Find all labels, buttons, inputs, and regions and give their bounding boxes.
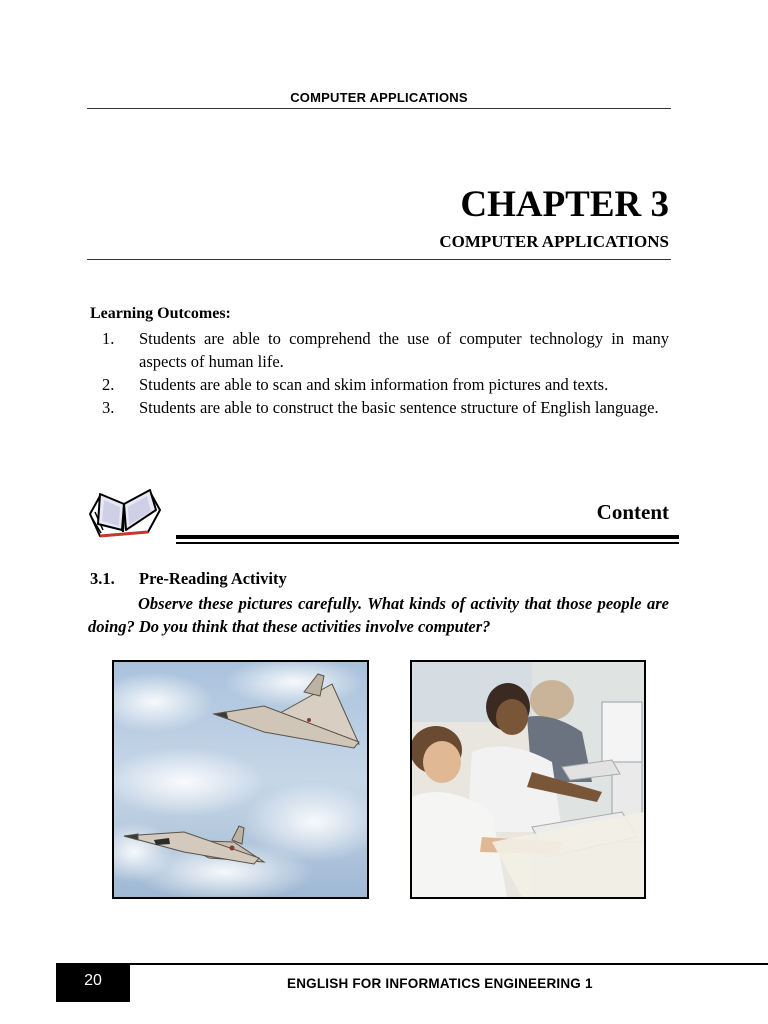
list-item-number: 1. bbox=[102, 329, 115, 348]
students-at-computers-photo bbox=[410, 660, 646, 899]
activity-instruction: Observe these pictures carefully. What kinds of activity that those people are doing? Do you think that these activities involve computer? bbox=[88, 594, 669, 636]
list-item-text: Students are able to construct the basic sentence structure of English language. bbox=[139, 398, 659, 417]
footer-rule bbox=[130, 963, 768, 965]
learning-outcomes-list bbox=[90, 327, 669, 419]
jet-aircraft-photo bbox=[112, 660, 369, 899]
chapter-rule bbox=[87, 259, 671, 260]
list-item-number: 3. bbox=[102, 398, 115, 417]
list-item-text: Students are able to scan and skim information from pictures and texts. bbox=[139, 375, 609, 394]
list-item-number: 2. bbox=[102, 375, 115, 394]
learning-outcomes-heading: Learning Outcomes: bbox=[90, 305, 231, 322]
list-item bbox=[90, 327, 669, 373]
content-heading: Content bbox=[596, 500, 669, 524]
list-item bbox=[90, 396, 669, 419]
open-book-icon bbox=[86, 484, 162, 540]
section-heading bbox=[90, 569, 287, 589]
list-item-text: Students are able to comprehend the use of computer technology in many aspects of human life. bbox=[139, 329, 669, 371]
page-number: 20 bbox=[56, 963, 130, 1002]
section-title: Pre-Reading Activity bbox=[139, 569, 287, 588]
content-rule-thick bbox=[176, 535, 679, 539]
header-rule bbox=[87, 108, 671, 109]
chapter-number: CHAPTER 3 bbox=[460, 184, 669, 225]
footer-book-title: ENGLISH FOR INFORMATICS ENGINEERING 1 bbox=[287, 976, 593, 991]
content-rule-thin bbox=[176, 542, 679, 544]
section-number: 3.1. bbox=[90, 569, 115, 588]
running-header: COMPUTER APPLICATIONS bbox=[290, 90, 468, 105]
list-item bbox=[90, 373, 669, 396]
chapter-title: COMPUTER APPLICATIONS bbox=[439, 232, 669, 251]
